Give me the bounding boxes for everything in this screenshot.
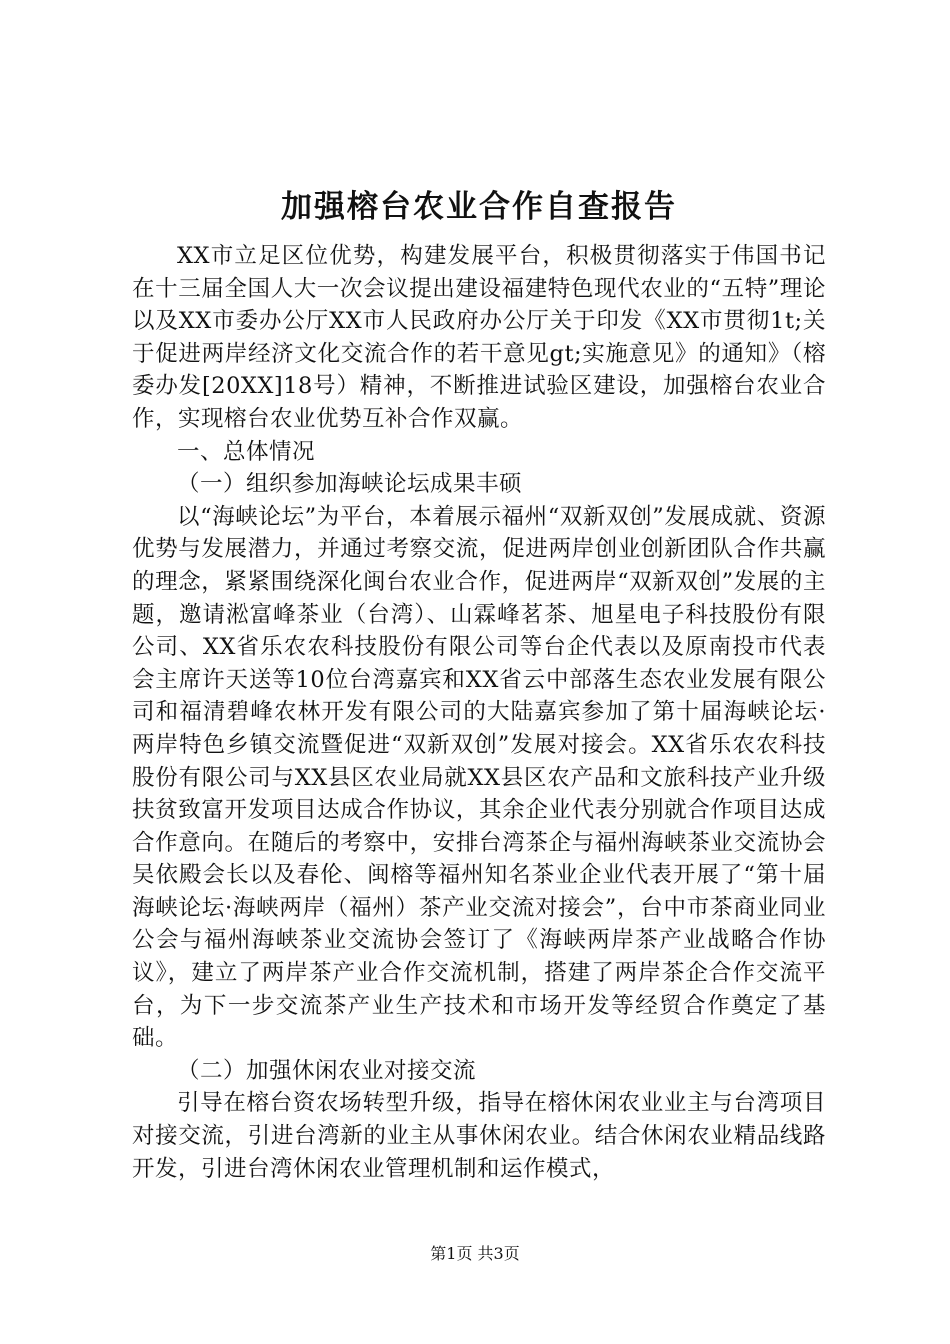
intro-paragraph: XX市立足区位优势，构建发展平台，积极贯彻落实于伟国书记在十三届全国人大一次会议提出建设福建特色现代农业的“五特”理论以及XX市委办公厅XX市人民政府办公厅关于印发《XX市贯彻1t;关于促进两岸经济文化交流合作的若干意见gt;实施意见》的通知》（榕委办发[20XX]18号）精神，不断推进试验区建设，加强榕台农业合作，实现榕台农业优势互补合作双赢。	[132, 243, 826, 432]
subsection-heading-leisure-agriculture: （二）加强休闲农业对接交流	[177, 1057, 477, 1084]
document-title: 加强榕台农业合作自查报告	[281, 189, 677, 225]
section-heading-overview: 一、总体情况	[177, 438, 316, 465]
subsection-heading-strait-forum: （一）组织参加海峡论坛成果丰硕	[177, 471, 523, 498]
strait-forum-paragraph: 以“海峡论坛”为平台，本着展示福州“双新双创”发展成就、资源优势与发展潜力，并通过考察交流，促进两岸创业创新团队合作共赢的理念，紧紧围绕深化闽台农业合作，促进两岸“双新双创”发展的主题，邀请淞富峰茶业（台湾）、山霖峰茗茶、旭星电子科技股份有限公司、XX省乐农农科技股份有限公司等台企代表以及原南投市代表会主席许天送等10位台湾嘉宾和XX省云中部落生态农业发展有限公司和福清碧峰农林开发有限公司的大陆嘉宾参加了第十届海峡论坛·两岸特色乡镇交流暨促进“双新双创”发展对接会。XX省乐农农科技股份有限公司与XX县区农业局就XX县区农产品和文旅科技产业升级扶贫致富开发项目达成合作协议，其余企业代表分别就合作项目达成合作意向。在随后的考察中，安排台湾茶企与福州海峡茶业交流协会吴依殿会长以及春伦、闽榕等福州知名茶业企业代表开展了“第十届海峡论坛·海峡两岸（福州）茶产业交流对接会”，台中市茶商业同业公会与福州海峡茶业交流协会签订了《海峡两岸茶产业战略合作协议》，建立了两岸茶产业合作交流机制，搭建了两岸茶企合作交流平台，为下一步交流茶产业生产技术和市场开发等经贸合作奠定了基础。	[132, 503, 826, 1052]
leisure-agriculture-paragraph: 引导在榕台资农场转型升级，指导在榕休闲农业业主与台湾项目对接交流，引进台湾新的业主从事休闲农业。结合休闲农业精品线路开发，引进台湾休闲农业管理机制和运作模式，	[132, 1090, 826, 1182]
page-footer: 第1页 共3页	[430, 1244, 520, 1263]
